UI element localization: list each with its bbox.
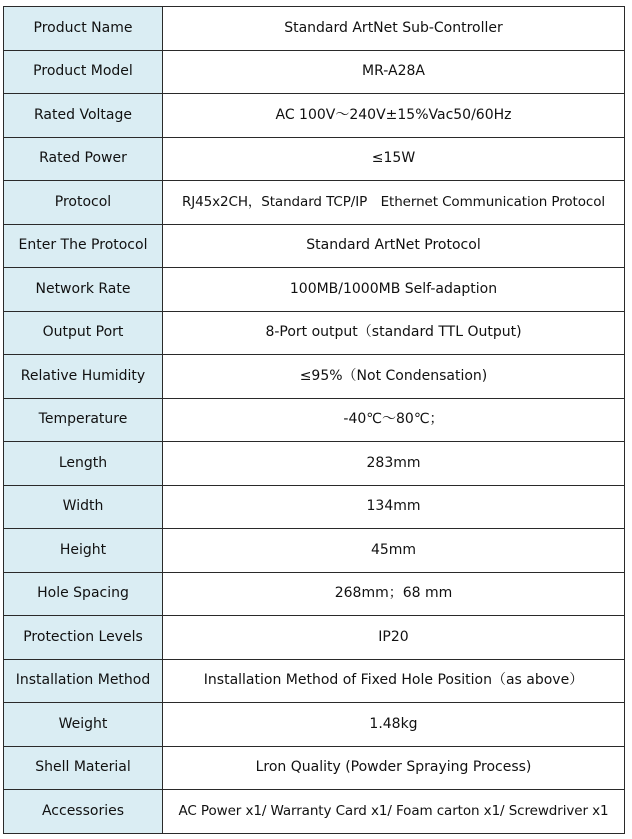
spec-value: 45mm <box>163 529 625 573</box>
spec-value: AC Power x1/ Warranty Card x1/ Foam carton x1/ Screwdriver x1 <box>163 790 625 834</box>
table-row <box>4 355 625 399</box>
table-row <box>4 181 625 225</box>
spec-label: Width <box>4 485 163 529</box>
spec-value: IP20 <box>163 616 625 660</box>
table-row <box>4 224 625 268</box>
spec-value: 268mm；68 mm <box>163 572 625 616</box>
spec-value: -40℃～80℃； <box>163 398 625 442</box>
spec-value: Standard ArtNet Sub-Controller <box>163 7 625 51</box>
table-row <box>4 529 625 573</box>
table-row <box>4 268 625 312</box>
table-row <box>4 572 625 616</box>
table-row <box>4 790 625 834</box>
spec-value: MR-A28A <box>163 50 625 94</box>
spec-value: 100MB/1000MB Self-adaption <box>163 268 625 312</box>
spec-value: RJ45x2CH，Standard TCP/IP Ethernet Communication Protocol <box>163 181 625 225</box>
spec-table <box>3 6 625 834</box>
table-row <box>4 659 625 703</box>
spec-label: Network Rate <box>4 268 163 312</box>
table-row <box>4 442 625 486</box>
spec-label: Accessories <box>4 790 163 834</box>
table-row <box>4 94 625 138</box>
table-row <box>4 616 625 660</box>
spec-label: Installation Method <box>4 659 163 703</box>
spec-label: Product Name <box>4 7 163 51</box>
spec-label: Weight <box>4 703 163 747</box>
table-row <box>4 485 625 529</box>
table-row <box>4 703 625 747</box>
spec-value: 134mm <box>163 485 625 529</box>
spec-value: AC 100V～240V±15%Vac50/60Hz <box>163 94 625 138</box>
table-row <box>4 50 625 94</box>
spec-label: Hole Spacing <box>4 572 163 616</box>
spec-value: Standard ArtNet Protocol <box>163 224 625 268</box>
table-row <box>4 398 625 442</box>
table-row <box>4 746 625 790</box>
table-row <box>4 311 625 355</box>
table-row <box>4 137 625 181</box>
spec-value: 283mm <box>163 442 625 486</box>
spec-label: Height <box>4 529 163 573</box>
spec-label: Protocol <box>4 181 163 225</box>
spec-value: Installation Method of Fixed Hole Position（as above） <box>163 659 625 703</box>
spec-label: Relative Humidity <box>4 355 163 399</box>
spec-value: 1.48kg <box>163 703 625 747</box>
spec-label: Product Model <box>4 50 163 94</box>
spec-label: Output Port <box>4 311 163 355</box>
spec-label: Rated Power <box>4 137 163 181</box>
spec-value: ≤15W <box>163 137 625 181</box>
spec-label: Rated Voltage <box>4 94 163 138</box>
table-row <box>4 7 625 51</box>
spec-label: Length <box>4 442 163 486</box>
spec-value: Lron Quality (Powder Spraying Process) <box>163 746 625 790</box>
spec-label: Enter The Protocol <box>4 224 163 268</box>
spec-label: Temperature <box>4 398 163 442</box>
spec-value: ≤95%（Not Condensation) <box>163 355 625 399</box>
spec-label: Protection Levels <box>4 616 163 660</box>
spec-value: 8-Port output（standard TTL Output) <box>163 311 625 355</box>
spec-label: Shell Material <box>4 746 163 790</box>
